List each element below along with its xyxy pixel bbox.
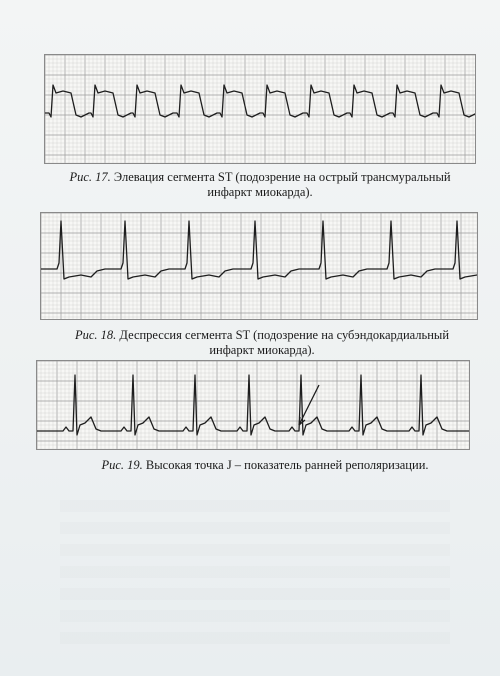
figure-17-label: Рис. 17.	[69, 170, 111, 184]
ecg-strip-st-depression	[40, 212, 478, 320]
figure-17-caption-line2: инфаркт миокарда).	[207, 185, 313, 199]
ecg-line-fig17	[45, 85, 475, 117]
ecg-strip-st-elevation	[44, 54, 476, 164]
show-through-text	[60, 500, 450, 650]
ecg-trace-fig17	[45, 55, 475, 163]
figure-19-caption-line1: Высокая точка J – показатель ранней реполяризации.	[145, 458, 429, 472]
figure-17-caption	[50, 170, 470, 200]
ecg-strip-high-j-point	[36, 360, 470, 450]
figure-17-caption-line1: Элевация сегмента ST (подозрение на острый трансмуральный	[113, 170, 451, 184]
figure-18-caption-line1: Деспрессия сегмента ST (подозрение на субэндокардиальный	[119, 328, 450, 342]
figure-18-caption-line2: инфаркт миокарда).	[209, 343, 315, 357]
figure-19-caption	[50, 458, 480, 473]
figure-19-label: Рис. 19.	[101, 458, 143, 472]
ecg-trace-fig19	[37, 361, 469, 449]
figure-18-label: Рис. 18.	[74, 328, 117, 342]
figure-18-caption	[52, 328, 472, 358]
ecg-trace-fig18	[41, 213, 477, 319]
ecg-line-fig18	[41, 221, 477, 279]
